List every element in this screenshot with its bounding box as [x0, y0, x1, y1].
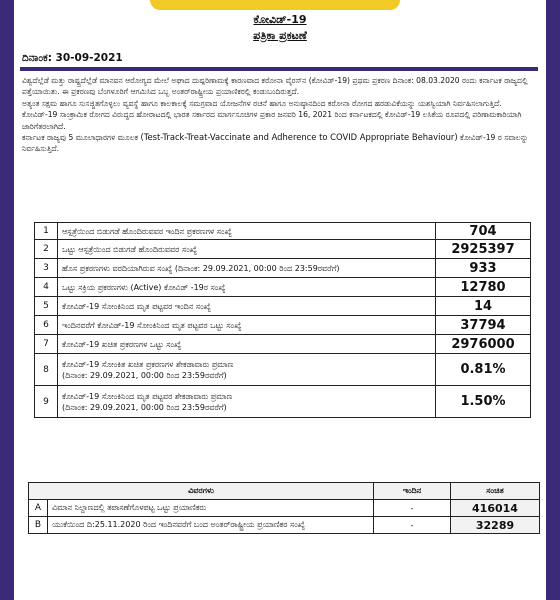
table-row: [29, 500, 540, 517]
right-border: [546, 0, 560, 600]
covid-heading: ಕೋವಿಡ್-19: [253, 13, 307, 26]
header-decoration: [150, 0, 400, 10]
table-row: [35, 316, 531, 335]
row-value: 1.50%: [436, 386, 531, 418]
header-today: ಇಂದಿನ: [374, 483, 451, 500]
header-cumulative: ಸಂಚಿತ: [451, 483, 540, 500]
row-description: [58, 354, 436, 386]
table-row: [35, 354, 531, 386]
release-date: ದಿನಾಂಕ: 30-09-2021: [22, 52, 123, 64]
row-value: 704: [436, 223, 531, 240]
row-value: 2925397: [436, 240, 531, 259]
table-row: [35, 240, 531, 259]
row-description: [58, 259, 436, 278]
travel-table: [28, 482, 540, 534]
row-letter: B: [29, 517, 48, 534]
intro-paragraph: ವಿಶ್ವದೆಲ್ಲೆಡೆ ಮತ್ತು ರಾಷ್ಟ್ರದೆಲ್ಲೆಡೆ ಮಾನವನ ಆರೋಗ್ಯದ ಮೇಲೆ ಅಘಾದ ದುಷ್ಪರಿಣಾಮಕ್ಕೆ ಕಾರಣವಾದ ಕರೋನಾ ವೈರಸ್‌ನ (ಕೋವಿಡ್-19) ಪ್ರಥಮ ಪ್ರಕರಣ ದಿನಾಂಕ: 08.03.2020 ರಂದು ಕರ್ನಾಟಕ ರಾಜ್ಯದಲ್ಲಿ ಪತ್ತೆಯಾಯಿತು. ಈ ಪ್ರಕರಣವು ಬೆಂಗಳೂರಿಗೆ ಆಗಮಿಸಿದ ಒಬ್ಬ ಅಂತರ್‌ರಾಷ್ಟ್ರೀಯ ಪ್ರಯಾಣಿಕರಲ್ಲಿ ಕಂಡುಬಂದಿರುತ್ತದೆ.: [22, 76, 528, 97]
header-details: ವಿವರಗಳು: [29, 483, 374, 500]
table-row: [29, 517, 540, 534]
row-label: ಒಟ್ಟು ಸಕ್ರಿಯ ಪ್ರಕರಣಗಳು (Active) ಕೋವಿಡ್ -19ರ ಸಂಖ್ಯೆ: [62, 282, 226, 292]
row-description: [58, 297, 436, 316]
row-label: ಕೋವಿಡ್-19 ಸೋಂಕಿತ ಖಚಿತ ಪ್ರಕರಣಗಳ ಶೇಕಡಾವಾರು ಪ್ರಮಾಣ: [62, 359, 234, 369]
row-today: -: [374, 517, 451, 534]
row-description: ವಿಮಾನ ನಿಲ್ದಾಣದಲ್ಲಿ ತಪಾಸಣೆಗೊಳಪಟ್ಟ ಒಟ್ಟು ಪ್ರಯಾಣಿಕರು: [48, 500, 374, 517]
divider: [20, 67, 538, 71]
row-description: [58, 240, 436, 259]
row-today: -: [374, 500, 451, 517]
statistics-table: [34, 222, 531, 418]
intro-pillars: (Test-Track-Treat-Vaccinate and Adherence to COVID Appropriate Behaviour): [140, 132, 458, 143]
row-number: 4: [35, 278, 58, 297]
row-value: 14: [436, 297, 531, 316]
row-value: 2976000: [436, 335, 531, 354]
row-number: 7: [35, 335, 58, 354]
row-number: 5: [35, 297, 58, 316]
row-label: ಕೋವಿಡ್-19 ಸೋಂಕಿನಿಂದ ಮೃತ ಪಟ್ಟವರ ಇಂದಿನ ಸಂಖ್ಯೆ: [62, 301, 211, 311]
row-description: ಯುಕೆಯಿಂದ ದಿ:25.11.2020 ರಿಂದ ಇಂದಿನವರೆಗೆ ಬಂದ ಅಂತರ್‌ರಾಷ್ಟ್ರೀಯ ಪ್ರಯಾಣಿಕರ ಸಂಖ್ಯೆ: [48, 517, 374, 534]
row-number: 6: [35, 316, 58, 335]
left-border: [0, 0, 14, 600]
intro-pre: ಕರ್ನಾಟಕ ರಾಜ್ಯವು 5 ಮೂಲಾಧಾರಗಳ ಮೂಲಕ: [22, 133, 141, 143]
row-label: ಇಂದಿನವರೆಗೆ ಕೋವಿಡ್-19 ಸೋಂಕಿನಿಂದ ಮೃತ ಪಟ್ಟವರ ಒಟ್ಟು ಸಂಖ್ಯೆ: [62, 320, 242, 330]
press-release-heading: ಪತ್ರಿಕಾ ಪ್ರಕಟಣೆ: [253, 29, 307, 42]
row-description: [58, 335, 436, 354]
intro-paragraph: [22, 132, 534, 155]
table-row: [35, 259, 531, 278]
intro-text: [22, 75, 534, 155]
row-value: 0.81%: [436, 354, 531, 386]
row-number: 3: [35, 259, 58, 278]
row-number: 2: [35, 240, 58, 259]
row-date-range: (ದಿನಾಂಕ: 29.09.2021, 00:00 ರಿಂದ 23:59ರವರೆಗೆ): [62, 370, 227, 380]
row-number: 9: [35, 386, 58, 418]
row-date-range: (ದಿನಾಂಕ: 29.09.2021, 00:00 ರಿಂದ 23:59ರವರೆಗೆ): [62, 402, 227, 412]
row-value: 933: [436, 259, 531, 278]
intro-post: ಕೋವಿಡ್-19 ರ ಸವಾಲನ್ನು ನಿರ್ವಹಿಸುತ್ತಿದೆ.: [22, 133, 529, 154]
row-description: [58, 316, 436, 335]
row-label: ಒಟ್ಟು ಆಸ್ಪತ್ರೆಯಿಂದ ಬಿಡುಗಡೆ ಹೊಂದಿರುವವರ ಸಂಖ್ಯೆ: [62, 244, 197, 254]
row-description: [58, 278, 436, 297]
row-value: 37794: [436, 316, 531, 335]
intro-paragraph: ಅತ್ಯಂತ ಸಕ್ಷಮ ಹಾಗೂ ಸುಸಜ್ಜಿತಗೊಳ್ಳಲು ವ್ಯವಸ್ಥೆ ಹಾಗೂ ಕಾಲಕಾಲಕ್ಕೆ ಸಮಗ್ರವಾದ ಯೋಜನೆಗಳ ರಚನೆ ಹಾಗೂ ಅನುಷ್ಠಾನದಿಂದ ಕರೋನಾ ರೋಗದ ಹರಡುವಿಕೆಯನ್ನು ಯಶಸ್ವಿಯಾಗಿ ನಿರ್ವಹಿಸಲಾಗುತ್ತಿದೆ.: [22, 98, 502, 108]
row-letter: A: [29, 500, 48, 517]
intro-paragraph: ಕೋವಿಡ್-19 ಸಾಂಕ್ರಾಮಿಕ ರೋಗದ ವಿರುದ್ಧದ ಹೋರಾಟದಲ್ಲಿ ಭಾರತ ಸರ್ಕಾರದ ಮಾರ್ಗಸೂಚಿಗಳ ಪ್ರಕಾರ ಜನವರಿ 16, 2021 ರಿಂದ ಕರ್ನಾಟಕದಲ್ಲಿ ಕೋವಿಡ್-19 ಲಸಿಕೆಯ ರೂಪದಲ್ಲಿ ಪರಿಣಾಮಕಾರಿಯಾಗಿ ಜಾರಿಗೆತರಲಾಗಿದೆ.: [22, 110, 522, 131]
table-row: [35, 386, 531, 418]
row-label: ಕೋವಿಡ್-19 ಖಚಿತ ಪ್ರಕರಣಗಳ ಒಟ್ಟು ಸಂಖ್ಯೆ: [62, 339, 182, 349]
table-row: [35, 335, 531, 354]
row-description: [58, 386, 436, 418]
table-row: [35, 278, 531, 297]
row-number: 1: [35, 223, 58, 240]
row-label: ಆಸ್ಪತ್ರೆಯಿಂದ ಬಿಡುಗಡೆ ಹೊಂದಿರುವವರ ಇಂದಿನ ಪ್ರಕರಣಗಳ ಸಂಖ್ಯೆ: [62, 226, 232, 236]
row-value: 12780: [436, 278, 531, 297]
row-cumulative: 416014: [451, 500, 540, 517]
table-row: [35, 223, 531, 240]
table-row: [35, 297, 531, 316]
row-label: ಹೊಸ ಪ್ರಕರಣಗಳು ವರದಿಯಾಗಿರುವ ಸಂಖ್ಯೆ (ದಿನಾಂಕ: 29.09.2021, 00:00 ರಿಂದ 23:59ರವರೆಗೆ): [62, 263, 340, 273]
row-number: 8: [35, 354, 58, 386]
row-label: ಕೋವಿಡ್-19 ಸೋಂಕಿನಿಂದ ಮೃತ ಪಟ್ಟವರ ಶೇಕಡಾವಾರು ಪ್ರಮಾಣ: [62, 391, 233, 401]
row-description: [58, 223, 436, 240]
row-cumulative: 32289: [451, 517, 540, 534]
